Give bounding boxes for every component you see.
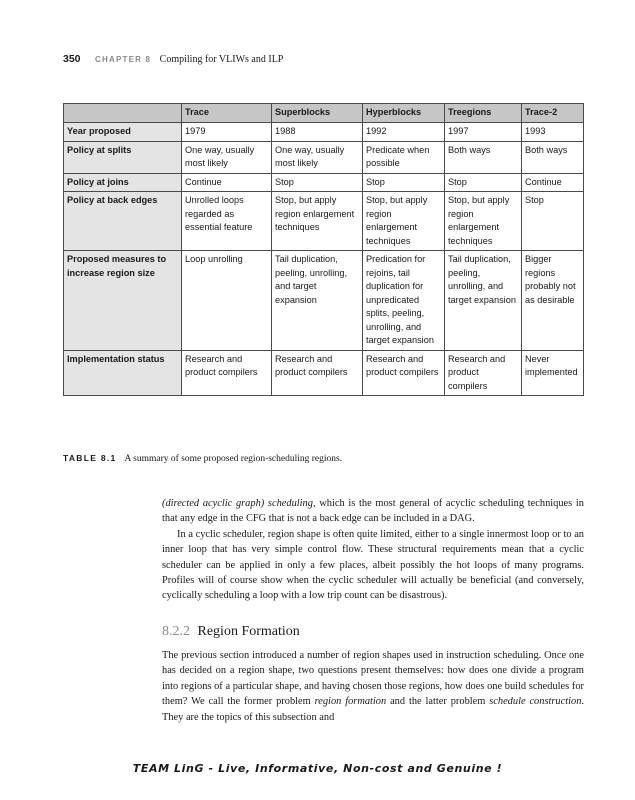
page-number: 350 xyxy=(63,53,81,65)
table-cell: Both ways xyxy=(522,141,584,173)
table-cell: Tail duplication, peeling, unrolling, and target expansion xyxy=(445,251,522,351)
italic-term: schedule construction xyxy=(489,696,582,708)
table-cell: Never implemented xyxy=(522,350,584,396)
table-row xyxy=(64,192,584,251)
row-header: Policy at joins xyxy=(64,173,182,192)
table-corner-cell xyxy=(64,104,182,123)
body-text-top xyxy=(162,496,584,604)
column-header: Superblocks xyxy=(272,104,363,123)
chapter-title: Compiling for VLIWs and ILP xyxy=(159,54,284,65)
body-text-bottom xyxy=(162,648,584,725)
table-cell: Unrolled loops regarded as essential feature xyxy=(182,192,272,251)
paragraph-text: which is the most general of acyclic scheduling techniques in that any edge in the CFG that is not a back edge can be included in a DAG. xyxy=(162,498,584,525)
paragraph xyxy=(162,496,584,527)
table-cell: Loop unrolling xyxy=(182,251,272,351)
table-cell: Continue xyxy=(522,173,584,192)
table-cell: Research and product compilers xyxy=(445,350,522,396)
section-number: 8.2.2 xyxy=(162,624,190,639)
row-header: Proposed measures to increase region size xyxy=(64,251,182,351)
table-cell: Research and product compilers xyxy=(272,350,363,396)
table-cell: Stop, but apply region enlargement techniques xyxy=(272,192,363,251)
column-header: Trace-2 xyxy=(522,104,584,123)
paragraph-text: and the latter problem xyxy=(386,696,490,708)
region-summary-table xyxy=(63,103,584,396)
table-row xyxy=(64,141,584,173)
column-header: Trace xyxy=(182,104,272,123)
table-caption xyxy=(63,453,342,464)
italic-term: region formation xyxy=(314,696,387,708)
table-cell: Research and product compilers xyxy=(182,350,272,396)
footer-watermark: TEAM LinG - Live, Informative, Non-cost and Genuine ! xyxy=(132,762,503,775)
table-cell: One way, usually most likely xyxy=(272,141,363,173)
table-caption-label: TABLE 8.1 xyxy=(63,453,117,463)
table-cell: Both ways xyxy=(445,141,522,173)
table-row xyxy=(64,123,584,142)
table-cell: Stop xyxy=(445,173,522,192)
row-header: Policy at back edges xyxy=(64,192,182,251)
paragraph-text: . They are the topics of this subsection and xyxy=(162,696,584,723)
table-cell: 1997 xyxy=(445,123,522,142)
table-row xyxy=(64,350,584,396)
section-title: Region Formation xyxy=(197,624,300,639)
italic-term: (directed acyclic graph) scheduling, xyxy=(162,498,316,509)
row-header: Policy at splits xyxy=(64,141,182,173)
running-header xyxy=(63,53,283,65)
table-cell: Stop, but apply region enlargement techniques xyxy=(445,192,522,251)
table-cell: Stop xyxy=(522,192,584,251)
table-row xyxy=(64,173,584,192)
table-cell: Continue xyxy=(182,173,272,192)
table-caption-text: A summary of some proposed region-scheduling regions. xyxy=(124,454,343,464)
table-cell: Predication for rejoins, tail duplication for unpredicated splits, peeling, unrolling, and target expansion xyxy=(363,251,445,351)
table-cell: Stop xyxy=(363,173,445,192)
row-header: Year proposed xyxy=(64,123,182,142)
table-cell: One way, usually most likely xyxy=(182,141,272,173)
table-cell: 1988 xyxy=(272,123,363,142)
paragraph xyxy=(162,648,584,725)
table-cell: 1992 xyxy=(363,123,445,142)
table-cell: 1993 xyxy=(522,123,584,142)
column-header: Hyperblocks xyxy=(363,104,445,123)
section-heading xyxy=(162,624,300,640)
paragraph-text: The previous section introduced a number of region shapes used in instruction scheduling. Once one has decided on a region shape, two questions present themselves: how does one divide a program into regions of a particular shape, and having chosen those regions, how does one build schedules for them? We call the former problem xyxy=(162,650,584,708)
table-row xyxy=(64,251,584,351)
chapter-label: CHAPTER 8 xyxy=(95,55,152,64)
table-cell: Research and product compilers xyxy=(363,350,445,396)
table-cell: 1979 xyxy=(182,123,272,142)
table-cell: Stop xyxy=(272,173,363,192)
table-cell: Bigger regions probably not as desirable xyxy=(522,251,584,351)
column-header: Treegions xyxy=(445,104,522,123)
table-cell: Stop, but apply region enlargement techniques xyxy=(363,192,445,251)
table-cell: Predicate when possible xyxy=(363,141,445,173)
paragraph: In a cyclic scheduler, region shape is often quite limited, either to a single innermost loop or to an inner loop that has very simple control flow. These structural requirements mean that a cyclic scheduler can be applied in only a few places, albeit possibly the hot loops of many programs. Profiles will of course show when the cyclic scheduler will actually be beneficial (and conversely, cyclically scheduling a loop with a low trip count can be disastrous). xyxy=(162,528,584,602)
table-header-row xyxy=(64,104,584,123)
table-cell: Tail duplication, peeling, unrolling, and target expansion xyxy=(272,251,363,351)
row-header: Implementation status xyxy=(64,350,182,396)
